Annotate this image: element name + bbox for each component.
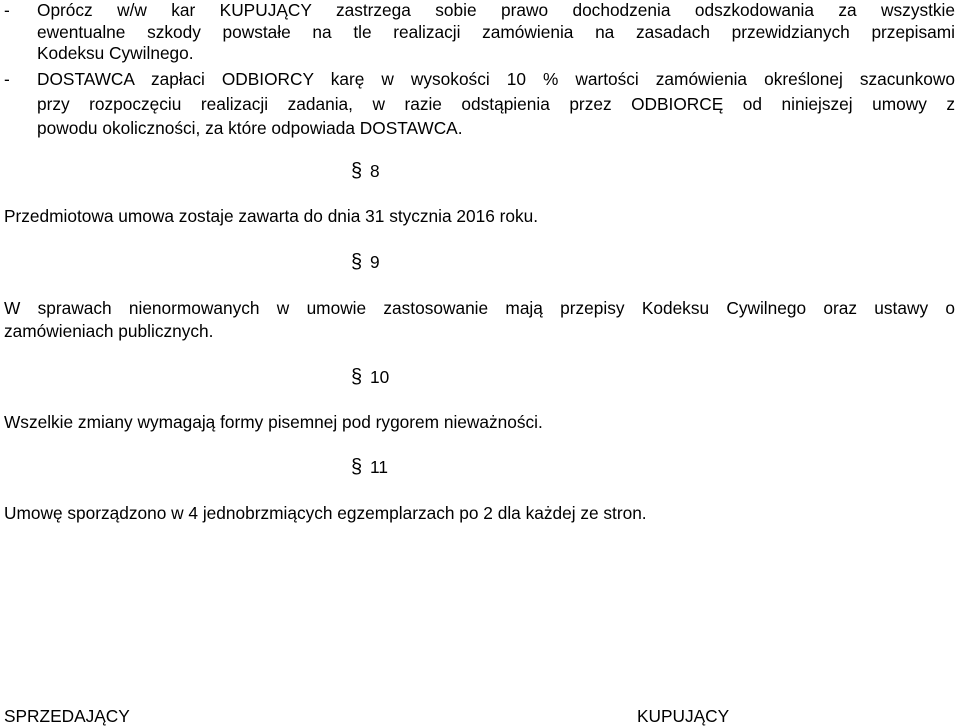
section-number: 8 xyxy=(370,161,380,181)
bullet-line: DOSTAWCA zapłaci ODBIORCY karę w wysokości 10 % wartości zamówienia określonej szacunkowo xyxy=(37,69,955,89)
section-text: zamówieniach publicznych. xyxy=(4,321,214,341)
section-text: W sprawach nienormowanych w umowie zastosowanie mają przepisy Kodeksu Cywilnego oraz ustawy o xyxy=(4,298,955,318)
section-number: 11 xyxy=(370,457,388,477)
section-text: Wszelkie zmiany wymagają formy pisemnej pod rygorem nieważności. xyxy=(4,412,543,432)
bullet-marker: - xyxy=(4,69,10,89)
section-text: Umowę sporządzono w 4 jednobrzmiących egzemplarzach po 2 dla każdej ze stron. xyxy=(4,503,647,523)
bullet-line: przy rozpoczęciu realizacji zadania, w razie odstąpienia przez ODBIORCĘ od niniejszej umowy z xyxy=(37,94,955,114)
section-text: Przedmiotowa umowa zostaje zawarta do dnia 31 stycznia 2016 roku. xyxy=(4,206,539,226)
signature-buyer: KUPUJĄCY xyxy=(637,706,730,726)
bullet-line: Kodeksu Cywilnego. xyxy=(37,43,194,63)
section-number: 9 xyxy=(370,252,380,272)
section-number: 10 xyxy=(370,367,390,387)
bullet-line: Oprócz w/w kar KUPUJĄCY zastrzega sobie prawo dochodzenia odszkodowania za wszystkie xyxy=(37,0,955,20)
bullet-marker: - xyxy=(4,0,10,20)
bullet-line: powodu okoliczności, za które odpowiada DOSTAWCA. xyxy=(37,118,463,138)
bullet-line: ewentualne szkody powstałe na tle realizacji zamówienia na zasadach przewidzianych przepisami xyxy=(37,22,955,42)
section-sign: § xyxy=(351,251,363,273)
section-sign: § xyxy=(351,160,363,182)
signature-seller: SPRZEDAJĄCY xyxy=(4,706,130,726)
section-sign: § xyxy=(351,456,363,478)
section-sign: § xyxy=(351,366,363,388)
